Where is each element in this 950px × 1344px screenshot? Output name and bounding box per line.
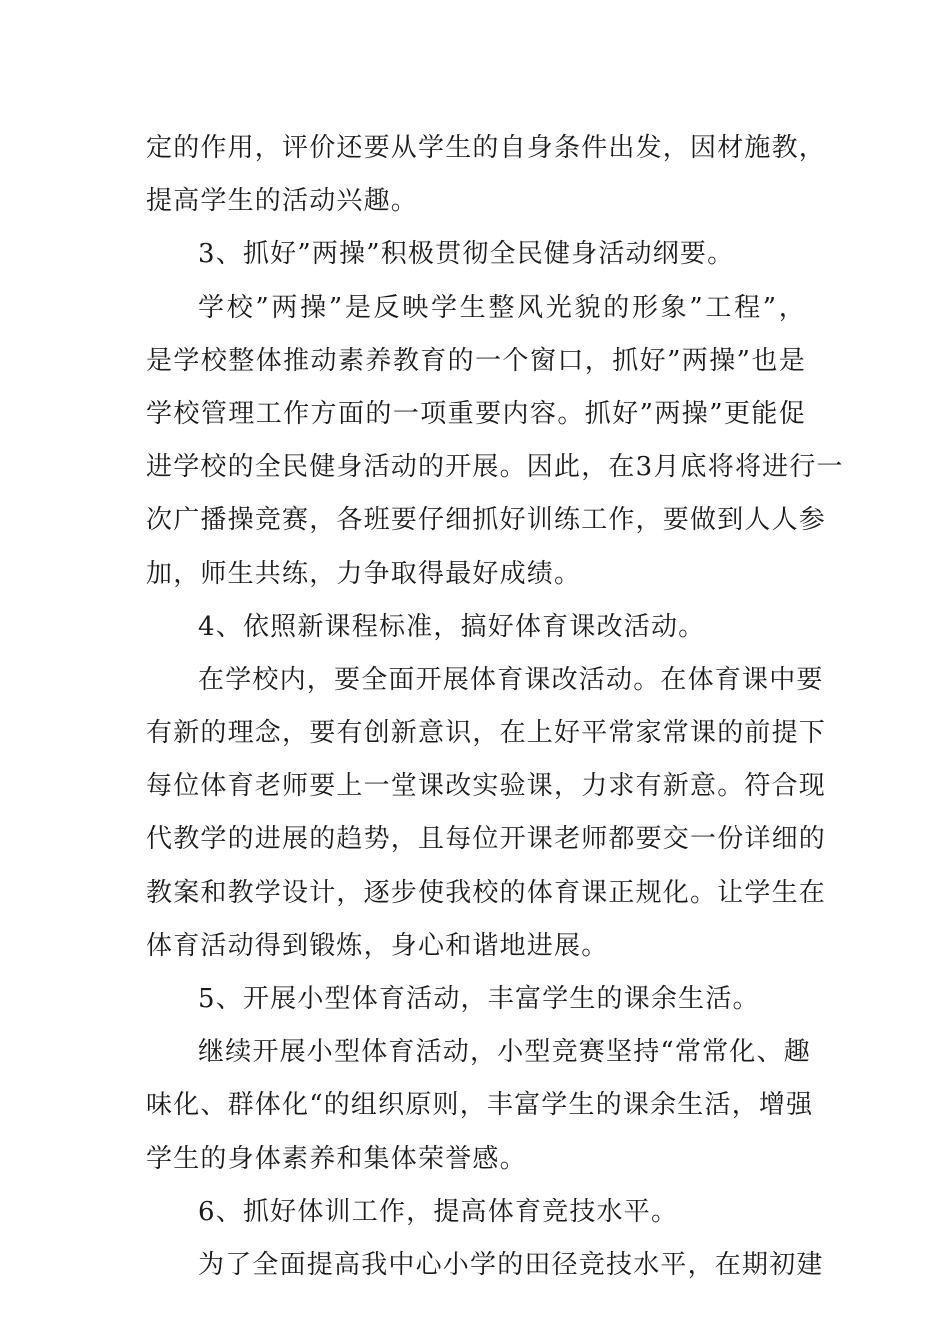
text-line: 学校”两操”是反映学生整风光貌的形象”工程”， xyxy=(198,292,806,323)
text-line: 学校管理工作方面的一项重要内容。抓好”两操”更能促 xyxy=(146,398,806,429)
text-line: 体育活动得到锻炼，身心和谐地进展。 xyxy=(146,930,609,961)
text-line: 味化、群体化“的组织原则，丰富学生的课余生活，增强 xyxy=(146,1090,814,1121)
text-line: 定的作用，评价还要从学生的自身条件出发，因材施教， xyxy=(146,133,827,163)
body-text xyxy=(146,122,844,1292)
text-line: 代教学的进展的趋势，且每位开课老师都要交一份详细的 xyxy=(146,824,827,855)
text-line: 为了全面提高我中心小学的田径竞技水平，在期初建 xyxy=(198,1249,824,1280)
text-line: 4、依照新课程标准，搞好体育课改活动。 xyxy=(198,611,706,642)
text-line: 5、开展小型体育活动，丰富学生的课余生活。 xyxy=(198,984,760,1014)
text-line: 3、抓好”两操”积极贯彻全民健身活动纲要。 xyxy=(198,239,735,270)
text-line: 提高学生的活动兴趣。 xyxy=(146,186,419,217)
text-line: 在学校内，要全面开展体育课改活动。在体育课中要 xyxy=(198,664,824,695)
text-line: 每位体育老师要上一堂课改实验课，力求有新意。符合现 xyxy=(146,771,827,802)
text-line: 进学校的全民健身活动的开展。因此，在3月底将将进行一 xyxy=(146,452,844,483)
text-line: 教案和教学设计，逐步使我校的体育课正规化。让学生在 xyxy=(146,877,827,908)
text-line: 是学校整体推动素养教育的一个窗口，抓好”两操”也是 xyxy=(146,345,806,376)
text-line: 继续开展小型体育活动，小型竞赛坚持“常常化、趣 xyxy=(198,1037,811,1068)
text-line: 学生的身体素养和集体荣誉感。 xyxy=(146,1143,527,1174)
text-line: 6、抓好体训工作，提高体育竞技水平。 xyxy=(198,1196,679,1227)
text-line: 加，师生共练，力争取得最好成绩。 xyxy=(146,558,582,589)
text-line: 次广播操竞赛，各班要仔细抓好训练工作，要做到人人参 xyxy=(146,505,827,536)
text-line: 有新的理念，要有创新意识，在上好平常家常课的前提下 xyxy=(146,718,827,749)
